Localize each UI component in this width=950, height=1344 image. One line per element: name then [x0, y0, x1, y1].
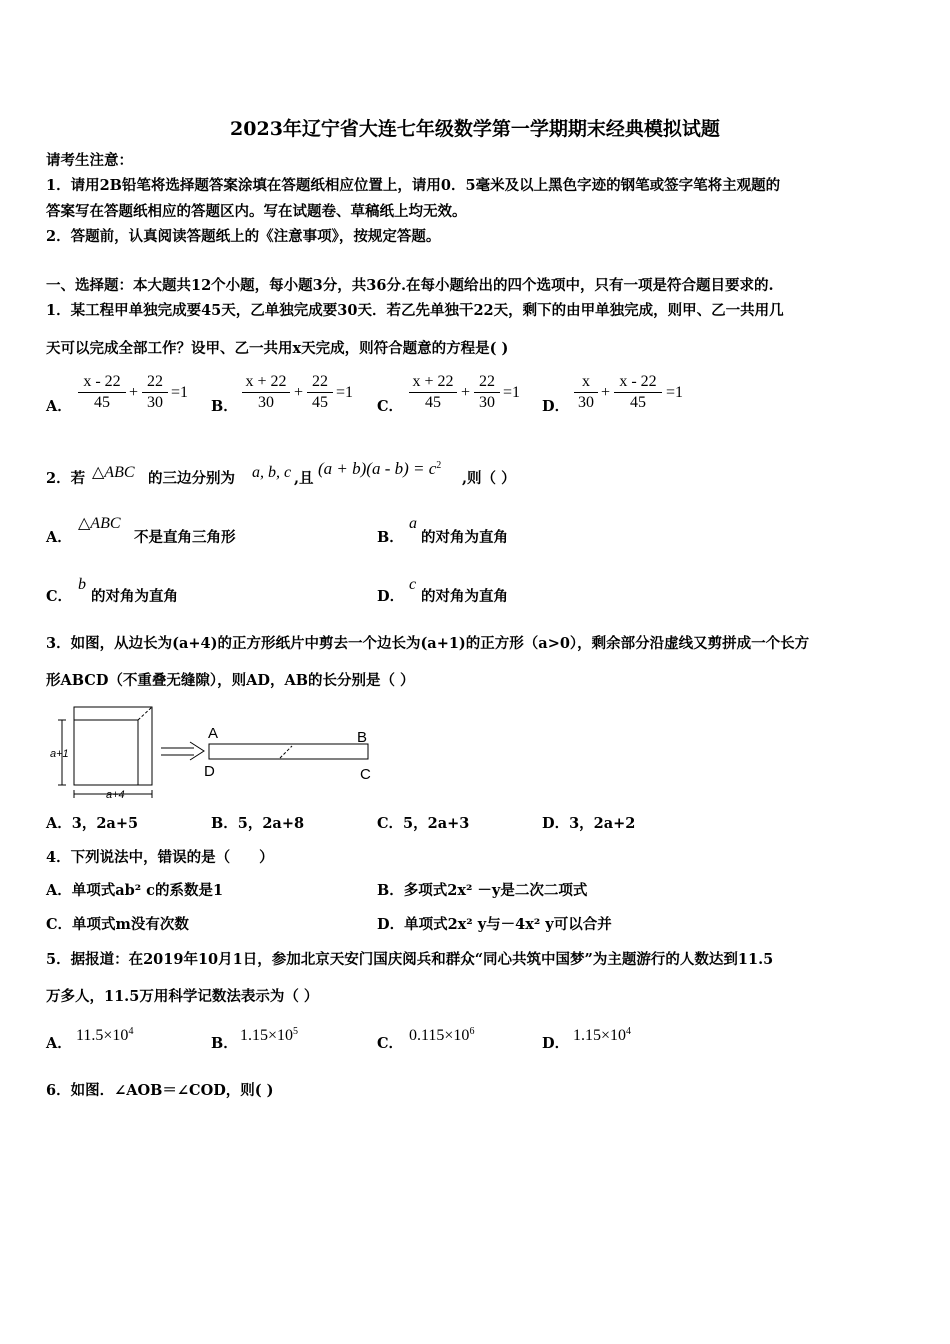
- notice-line-2: 答案写在答题纸相应的答题区内。写在试题卷、草稿纸上均无效。: [46, 203, 467, 220]
- q2-option-d[interactable]: D．: [377, 588, 405, 605]
- notice-line-3: 2．答题前，认真阅读答题纸上的《注意事项》，按规定答题。: [46, 228, 441, 245]
- q4-stem: 4．下列说法中，错误的是（ ）: [46, 849, 274, 866]
- q2-b-text: 的对角为直角: [421, 529, 508, 546]
- rect-cut-line: [280, 746, 292, 758]
- q2-c-math: b: [78, 576, 86, 593]
- q1-c-rhs: =1: [503, 384, 521, 401]
- q3-figure: [44, 700, 384, 800]
- cut-line: [138, 707, 152, 720]
- q1-stem-line1: 1．某工程甲单独完成要45天，乙单独完成要30天．若乙先单独干22天，剩下的由甲单独完成，则甲、乙一共用几: [46, 302, 784, 319]
- q5-option-d-value: $1.15\times 10^4$: [573, 1026, 632, 1044]
- q2-prefix: 2．若: [46, 470, 86, 487]
- bottom-label: a+4: [106, 789, 125, 800]
- q1-option-a-label[interactable]: A．: [46, 398, 72, 415]
- q4-option-d[interactable]: D．单项式2x² y与－4x² y可以合并: [377, 916, 612, 933]
- q5-option-c-value: $0.115\times 10^6$: [409, 1026, 475, 1044]
- q1-c-frac1: $\frac{x + 22}{45}$: [409, 372, 457, 413]
- q2-vars: a, b, c: [252, 464, 292, 481]
- q1-d-frac1: $\frac{x}{30}$: [574, 372, 598, 413]
- q4-option-c[interactable]: C．单项式m没有次数: [46, 916, 189, 933]
- q1-b-rhs: =1: [336, 384, 354, 401]
- q3-stem-line2: 形ABCD（不重叠无缝隙），则AD，AB的长分别是（ ）: [46, 672, 415, 689]
- q1-a-frac1: $\frac{x - 22}{45}$: [78, 372, 126, 413]
- q1-c-frac2: $\frac{22}{30}$: [474, 372, 500, 413]
- q1-a-plus: +: [129, 384, 139, 401]
- arrow-icon: [161, 742, 204, 760]
- q5-option-b-label[interactable]: B．: [211, 1035, 238, 1052]
- q1-option-d-label[interactable]: D．: [542, 398, 570, 415]
- q3-option-b[interactable]: B．5，2a+8: [211, 815, 305, 832]
- label-a: A: [208, 725, 219, 742]
- q3-option-c[interactable]: C．5，2a+3: [377, 815, 470, 832]
- q2-c-text: 的对角为直角: [91, 588, 178, 605]
- q2-option-a[interactable]: A．: [46, 529, 72, 546]
- inner-square: [74, 720, 138, 785]
- side-label: a+1: [50, 748, 69, 760]
- notice-heading: 请考生注意：: [46, 152, 133, 169]
- q1-b-frac1: $\frac{x + 22}{30}$: [242, 372, 290, 413]
- q2-a-math: △ABC: [78, 515, 121, 532]
- q1-a-rhs: =1: [171, 384, 189, 401]
- q3-stem-line1: 3．如图，从边长为(a+4)的正方形纸片中剪去一个边长为(a+1)的正方形（a>0），剩余部分沿虚线又剪拼成一个长方: [46, 635, 810, 652]
- label-b: B: [357, 729, 368, 746]
- q3-option-a[interactable]: A．3，2a+5: [46, 815, 139, 832]
- q2-a-text: 不是直角三角形: [134, 529, 236, 546]
- q1-b-plus: +: [294, 384, 304, 401]
- q1-stem-line2: 天可以完成全部工作？设甲、乙一共用x天完成，则符合题意的方程是( ): [46, 340, 509, 357]
- q1-b-frac2: $\frac{22}{45}$: [307, 372, 333, 413]
- page-title: 2023年辽宁省大连七年级数学第一学期期末经典模拟试题: [230, 118, 720, 140]
- section-heading: 一、选择题：本大题共12个小题，每小题3分，共36分.在每小题给出的四个选项中，只有一项是符合题目要求的.: [46, 277, 774, 294]
- q2-option-b[interactable]: B．: [377, 529, 404, 546]
- q1-a-frac2: $\frac{22}{30}$: [142, 372, 168, 413]
- q2-mid: 的三边分别为: [148, 470, 235, 487]
- q2-suffix: ,则（ ）: [462, 470, 516, 487]
- q5-option-c-label[interactable]: C．: [377, 1035, 404, 1052]
- q6-stem: 6．如图．∠AOB＝∠COD，则( ): [46, 1082, 274, 1099]
- q2-b-math: a: [409, 515, 417, 532]
- q4-option-a[interactable]: A．单项式ab² c的系数是1: [46, 882, 224, 899]
- q5-stem-line1: 5．据报道：在2019年10月1日，参加北京天安门国庆阅兵和群众“同心共筑中国梦”为主题游行的人数达到11.5: [46, 951, 774, 968]
- q2-d-text: 的对角为直角: [421, 588, 508, 605]
- q5-option-d-label[interactable]: D．: [542, 1035, 570, 1052]
- label-d: D: [204, 763, 215, 780]
- label-c: C: [360, 766, 371, 783]
- q4-option-b[interactable]: B．多项式2x² －y是二次二项式: [377, 882, 588, 899]
- q2-d-math: c: [409, 576, 417, 593]
- q3-option-d[interactable]: D．3，2a+2: [542, 815, 636, 832]
- q1-option-c-label[interactable]: C．: [377, 398, 404, 415]
- q1-d-plus: +: [601, 384, 611, 401]
- rectangle-abcd: [209, 744, 368, 759]
- q1-c-plus: +: [461, 384, 471, 401]
- outer-square: [74, 707, 152, 785]
- q2-option-c[interactable]: C．: [46, 588, 73, 605]
- q1-option-b-label[interactable]: B．: [211, 398, 238, 415]
- q1-d-frac2: $\frac{x - 22}{45}$: [614, 372, 662, 413]
- q2-triangle: △ABC: [92, 464, 135, 481]
- notice-line-1: 1．请用2B铅笔将选择题答案涂填在答题纸相应位置上，请用0．5毫米及以上黑色字迹的钢笔或签字笔将主观题的: [46, 177, 781, 194]
- q5-stem-line2: 万多人，11.5万用科学记数法表示为（ ）: [46, 988, 319, 1005]
- q1-d-rhs: =1: [666, 384, 684, 401]
- q5-option-b-value: $1.15\times 10^5$: [240, 1026, 299, 1044]
- q2-and: ,且: [294, 470, 314, 487]
- q5-option-a-label[interactable]: A．: [46, 1035, 72, 1052]
- q2-equation: $(a + b)(a - b) = c^2$: [318, 458, 442, 478]
- q5-option-a-value: $11.5\times 10^4$: [76, 1026, 134, 1044]
